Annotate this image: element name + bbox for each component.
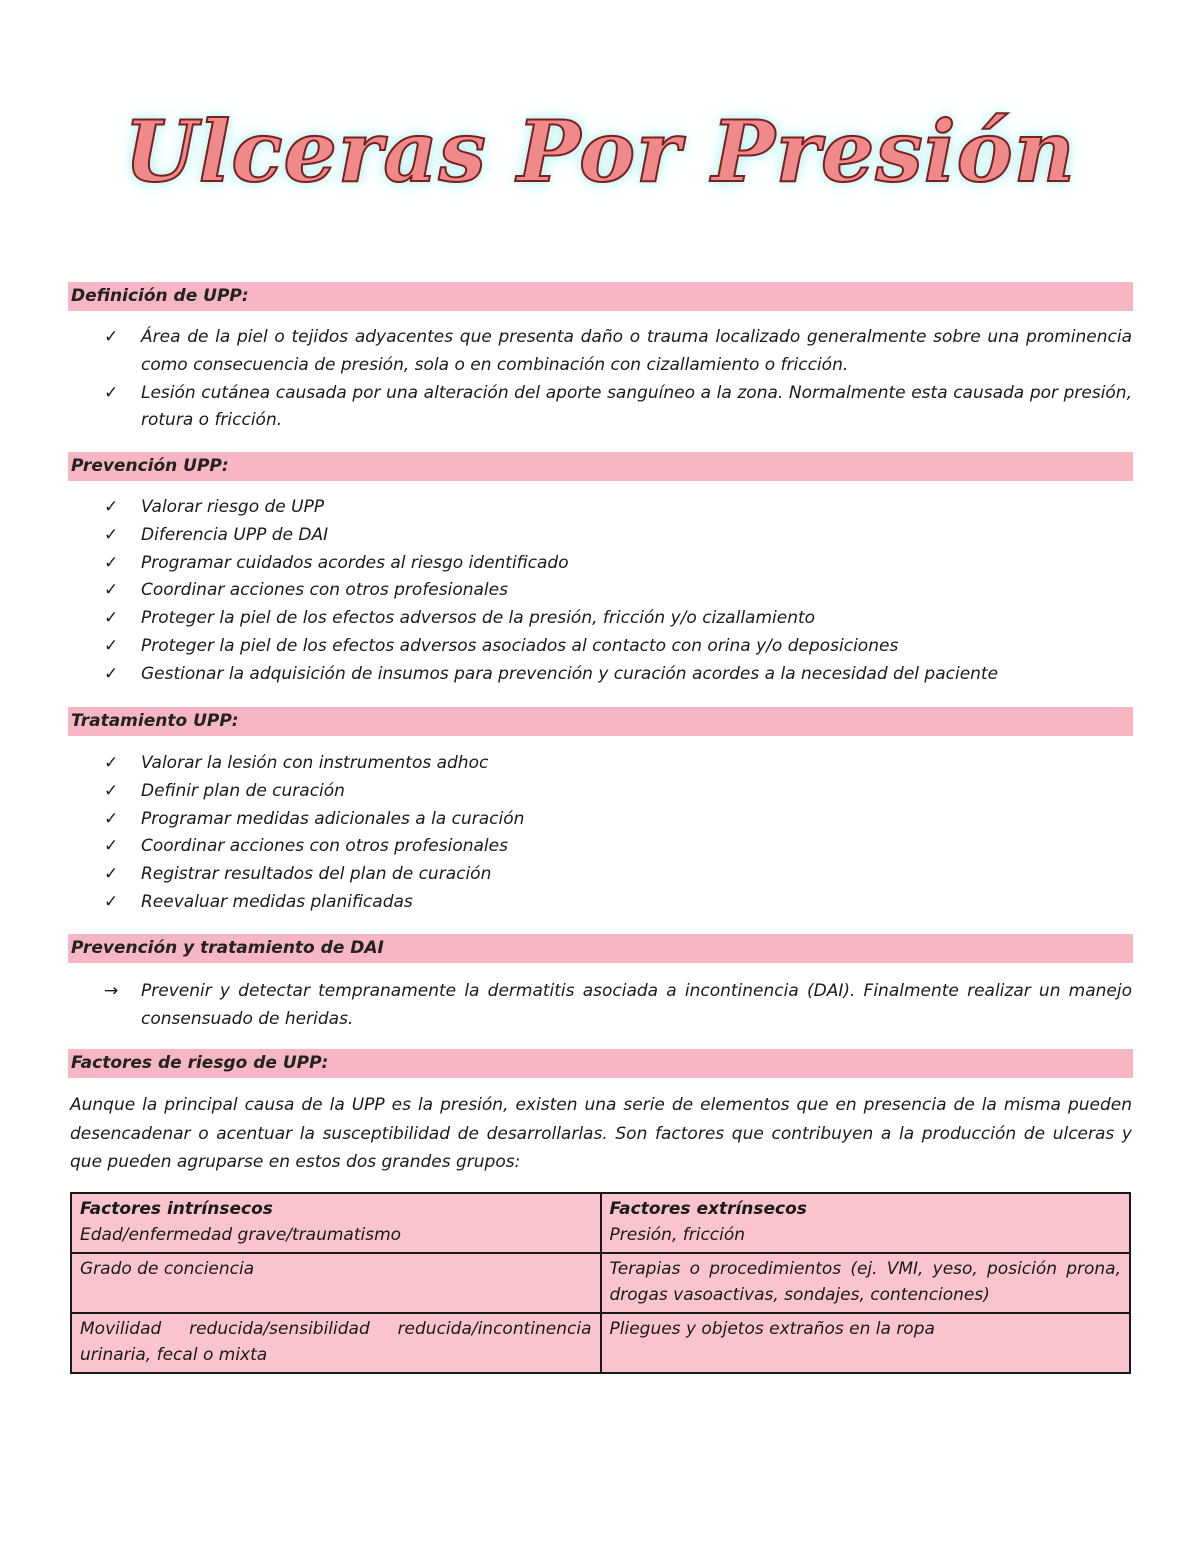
factors-table [70, 1192, 1131, 1374]
table-cell: Factores extrínsecos Presión, fricción [601, 1193, 1131, 1253]
table-row [71, 1253, 1130, 1313]
section-heading-dai: Prevención y tratamiento de DAI [68, 934, 1133, 963]
section-heading-tratamiento: Tratamiento UPP: [68, 707, 1133, 736]
list-item: ✓ Proteger la piel de los efectos adversos de la presión, fricción y/o cizallamiento [104, 605, 1132, 633]
column-header-intrinsecos: Factores intrínsecos [80, 1199, 273, 1219]
list-item: ✓ Registrar resultados del plan de curación [104, 861, 1132, 889]
list-item: ✓ Coordinar acciones con otros profesionales [104, 577, 1132, 605]
check-icon: ✓ [104, 552, 119, 573]
tratamiento-list [104, 750, 1132, 917]
column-header-extrinsecos: Factores extrínsecos [609, 1199, 807, 1219]
list-item: ✓ Programar cuidados acordes al riesgo identificado [104, 550, 1132, 578]
check-icon: ✓ [104, 635, 119, 656]
list-item: ✓ Valorar la lesión con instrumentos adhoc [104, 750, 1132, 778]
prevencion-list [104, 494, 1132, 689]
table-row [71, 1313, 1130, 1373]
list-item: ✓ Programar medidas adicionales a la curación [104, 806, 1132, 834]
table-cell: Factores intrínsecos Edad/enfermedad grave/traumatismo [71, 1193, 601, 1253]
list-item: ✓ Proteger la piel de los efectos adversos asociados al contacto con orina y/o deposiciones [104, 633, 1132, 661]
table-row [71, 1193, 1130, 1253]
section-heading-definicion: Definición de UPP: [68, 282, 1133, 311]
table-cell: Terapias o procedimientos (ej. VMI, yeso, posición prona, drogas vasoactivas, sondajes, contenciones) [601, 1253, 1131, 1313]
list-item: ✓ Área de la piel o tejidos adyacentes que presenta daño o trauma localizado generalmente sobre una prominencia como consecuencia de presión, sola o en combinación con cizallamiento o fricción. [104, 324, 1132, 380]
check-icon: ✓ [104, 580, 119, 601]
check-icon: ✓ [104, 608, 119, 629]
check-icon: ✓ [104, 382, 119, 403]
check-icon: ✓ [104, 780, 119, 801]
check-icon: ✓ [104, 327, 119, 347]
check-icon: ✓ [104, 663, 119, 684]
table-cell: Grado de conciencia [71, 1253, 601, 1313]
definicion-list [104, 324, 1132, 435]
check-icon: ✓ [104, 891, 119, 912]
table-cell: Movilidad reducida/sensibilidad reducida/incontinencia urinaria, fecal o mixta [71, 1313, 601, 1373]
table-cell: Pliegues y objetos extraños en la ropa [601, 1313, 1131, 1373]
page-title: Ulceras Por Presión [124, 102, 1076, 201]
list-item: ✓ Diferencia UPP de DAI [104, 522, 1132, 550]
check-icon: ✓ [104, 524, 119, 545]
section-heading-factores: Factores de riesgo de UPP: [68, 1049, 1133, 1078]
check-icon: ✓ [104, 497, 119, 517]
check-icon: ✓ [104, 864, 119, 885]
check-icon: ✓ [104, 808, 119, 829]
arrow-right-icon: → [104, 981, 119, 1001]
list-item: ✓ Lesión cutánea causada por una alteración del aporte sanguíneo a la zona. Normalmente esta causada por presión, rotura o fricción. [104, 380, 1132, 436]
list-item: ✓ Valorar riesgo de UPP [104, 494, 1132, 522]
dai-list [104, 978, 1132, 1034]
check-icon: ✓ [104, 836, 119, 857]
section-heading-prevencion: Prevención UPP: [68, 452, 1133, 481]
check-icon: ✓ [104, 753, 119, 773]
list-item: ✓ Gestionar la adquisición de insumos para prevención y curación acordes a la necesidad del paciente [104, 661, 1132, 689]
list-item: → Prevenir y detectar tempranamente la dermatitis asociada a incontinencia (DAI). Finalmente realizar un manejo consensuado de heridas. [104, 978, 1132, 1034]
list-item: ✓ Definir plan de curación [104, 778, 1132, 806]
list-item: ✓ Reevaluar medidas planificadas [104, 889, 1132, 917]
factores-paragraph: Aunque la principal causa de la UPP es la presión, existen una serie de elementos que en presencia de la misma pueden desencadenar o acentuar la susceptibilidad de desarrollarlas. Son factores que contribuyen a la producción de ulceras y que pueden agruparse en estos dos grandes grupos: [70, 1095, 1132, 1172]
list-item: ✓ Coordinar acciones con otros profesionales [104, 833, 1132, 861]
